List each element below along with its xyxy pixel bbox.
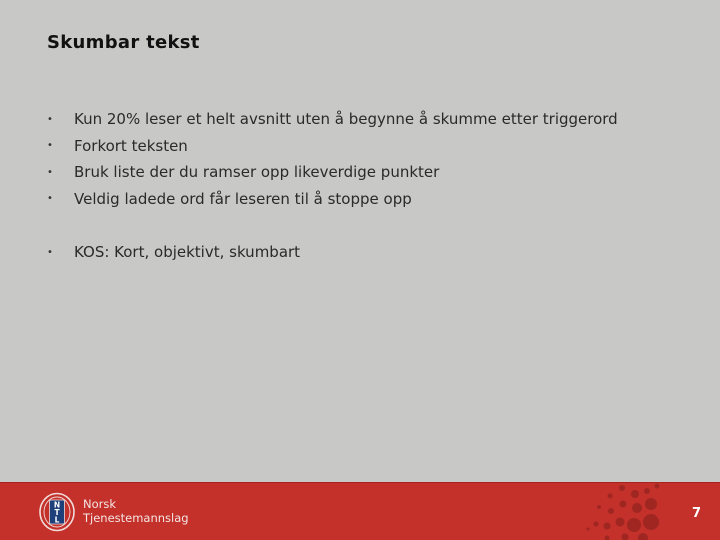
ntl-logo-icon xyxy=(38,492,76,532)
bullet-marker: • xyxy=(47,113,53,125)
bullet-item xyxy=(47,106,618,133)
slide-title: Skumbar tekst xyxy=(47,32,200,53)
bullet-text: Kun 20% leser et helt avsnitt uten å begynne å skumme etter triggerord xyxy=(74,110,618,129)
bullet-item xyxy=(47,186,618,213)
logo-letter-t: T xyxy=(54,508,60,517)
bullet-marker: • xyxy=(47,140,53,152)
bullet-text: Forkort teksten xyxy=(74,136,188,155)
bullet-text: Veldig ladede ord får leseren til å stoppe opp xyxy=(74,189,412,208)
logo-letter-l: L xyxy=(54,515,60,525)
bullet-marker: • xyxy=(47,166,53,178)
bullet-item xyxy=(47,159,618,186)
logo-letter-n: N xyxy=(53,500,61,510)
organization-name xyxy=(83,497,189,525)
org-name-line2: Tjenestemannslag xyxy=(83,511,189,525)
bullet-list xyxy=(47,106,618,266)
org-name-line1: Norsk xyxy=(83,497,117,511)
bullet-item xyxy=(47,239,618,266)
decorative-dots-icon xyxy=(585,482,685,540)
bullet-item xyxy=(47,133,618,160)
bullet-text: KOS: Kort, objektivt, skumbart xyxy=(74,243,301,262)
bullet-marker: • xyxy=(47,193,53,205)
bullet-marker: • xyxy=(47,246,53,258)
page-number: 7 xyxy=(692,506,702,521)
bullet-text: Bruk liste der du ramser opp likeverdige punkter xyxy=(74,163,440,182)
